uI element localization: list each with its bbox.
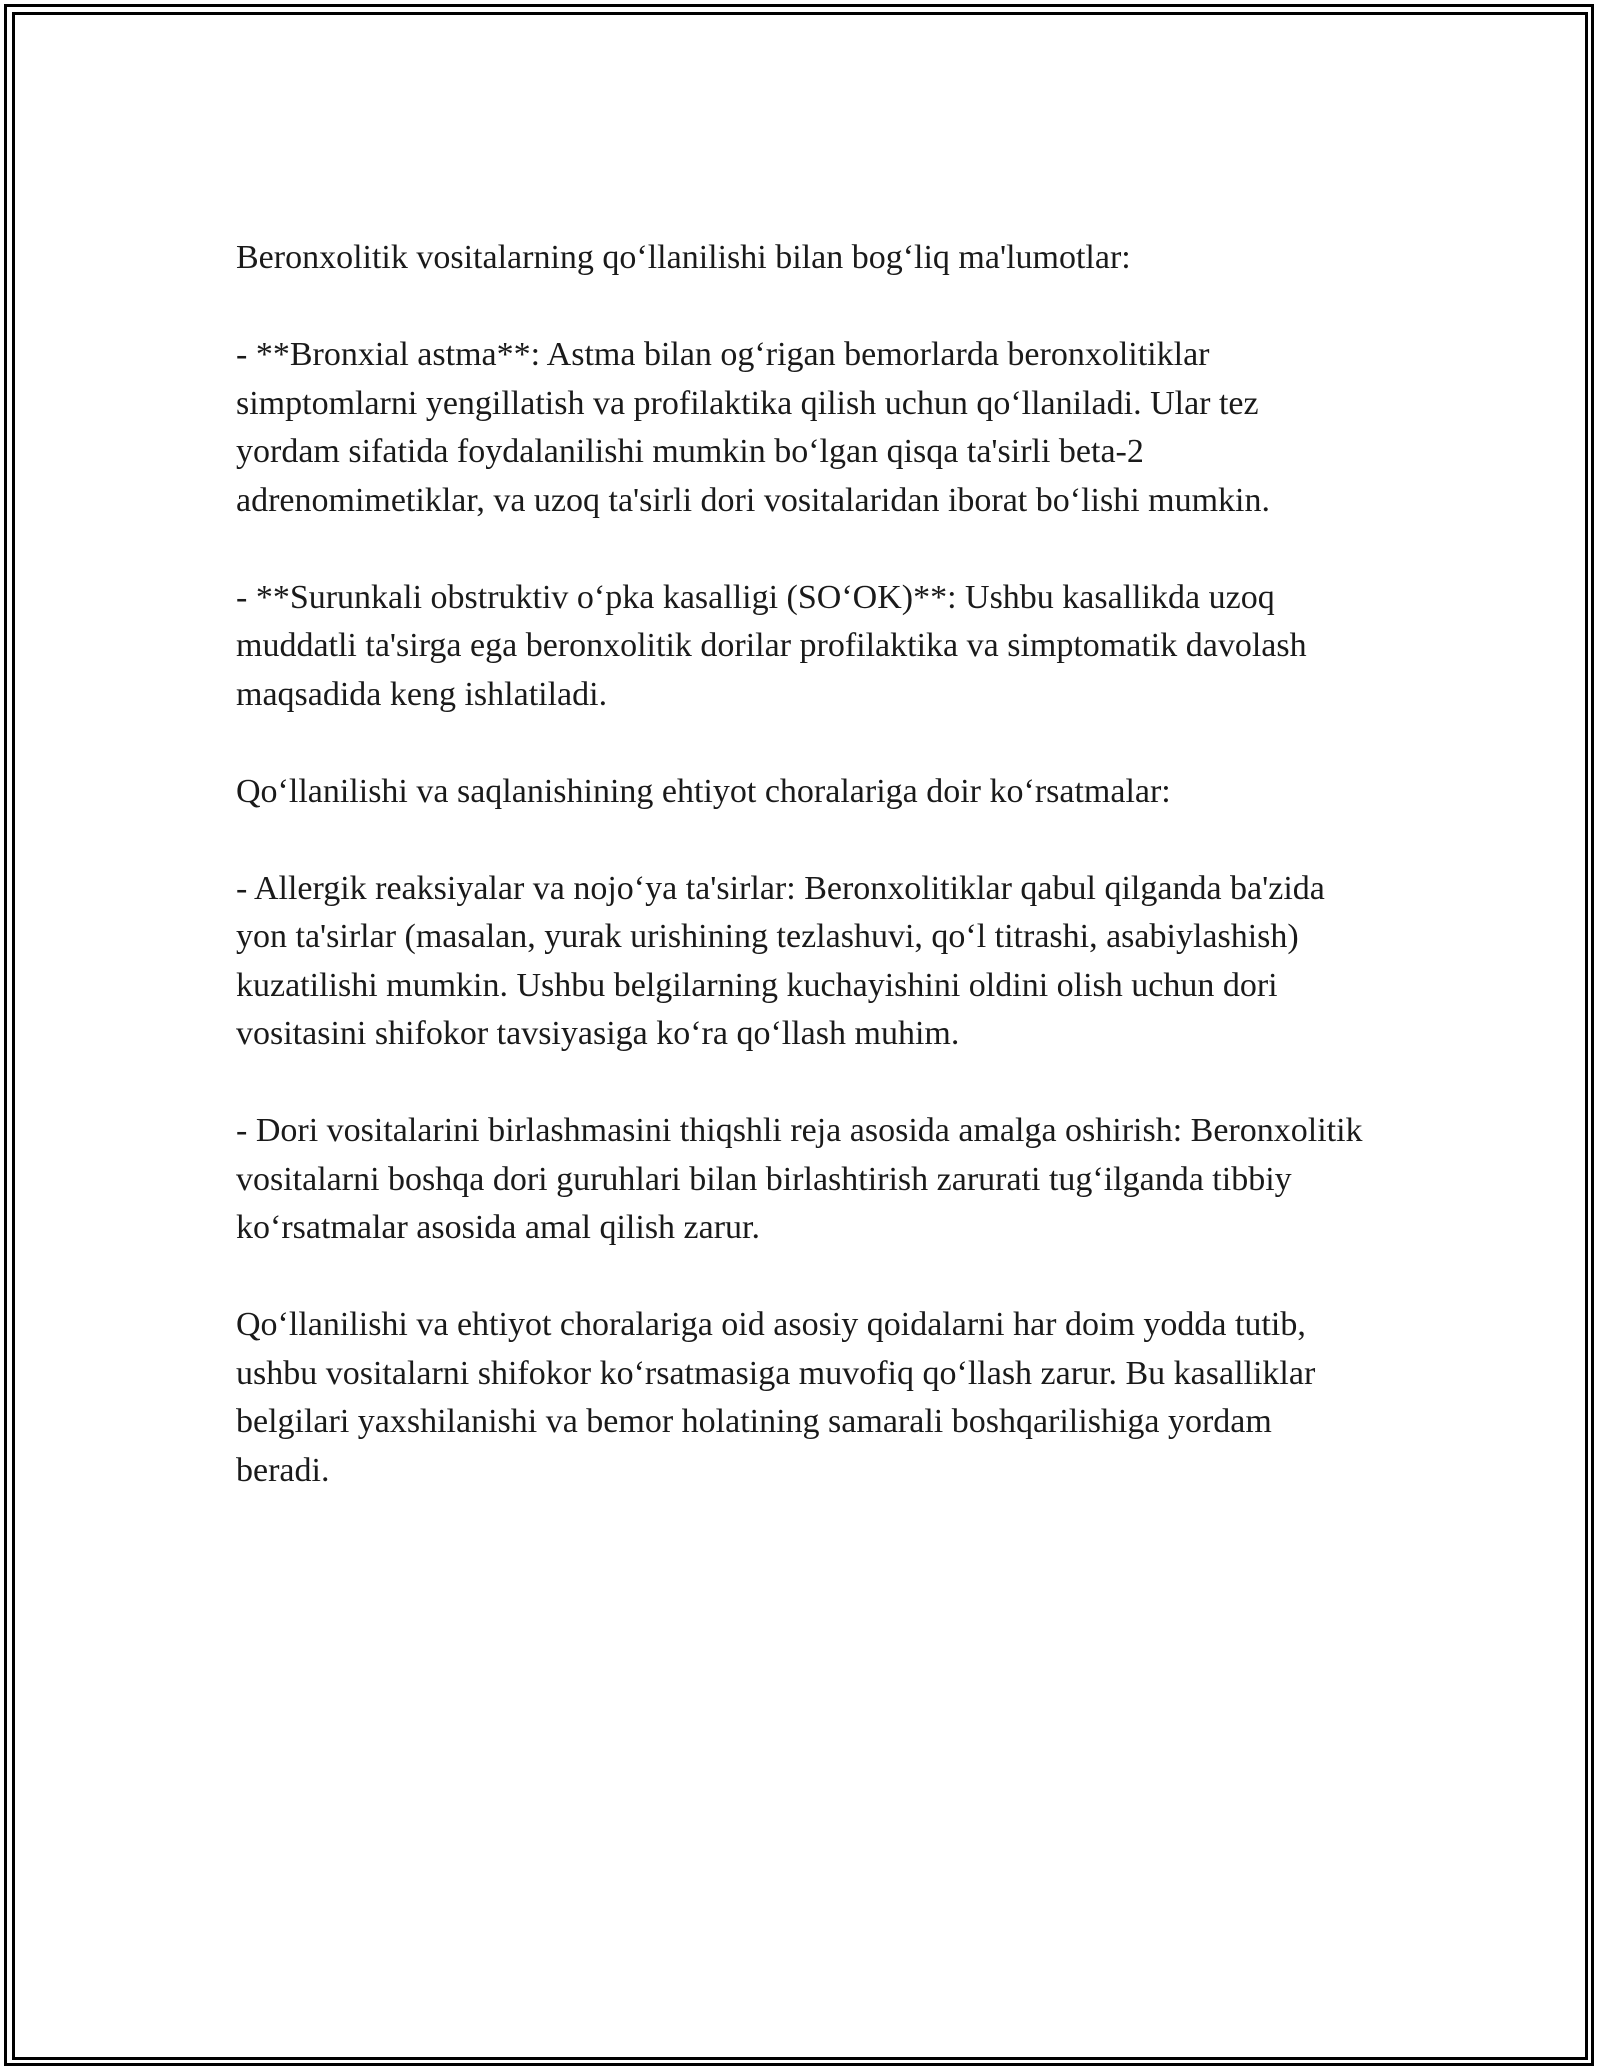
- precautions-heading: Qo‘llanilishi va saqlanishining ehtiyot choralariga doir ko‘rsatmalar:: [236, 772, 1171, 810]
- side-effects-paragraph: - Allergik reaksiyalar va nojo‘ya ta'sirlar: Beronxolitiklar qabul qilganda ba'zida yon ta'sirlar (masalan, yurak urishining tezlashuvi, qo‘l titrashi, asabiylashish) kuzatilishi mumkin. Ushbu belgilarning kuchayishini oldini olish uchun dori vositasini shifokor tavsiyasiga ko‘ra qo‘llash muhim.: [236, 869, 1325, 1052]
- document-body: [236, 234, 1366, 1544]
- intro-heading: Beronxolitik vositalarning qo‘llanilishi bilan bog‘liq ma'lumotlar:: [236, 239, 1131, 276]
- drug-combination-paragraph: - Dori vositalarini birlashmasini thiqshli reja asosida amalga oshirish: Beronxolitik vositalarni boshqa dori guruhlari bilan birlashtirish zarurati tug‘ilganda tibbiy ko‘rsatmalar asosida amal qilish zarur.: [236, 1112, 1363, 1246]
- bronchial-asthma-paragraph: - **Bronxial astma**: Astma bilan og‘rigan bemorlarda beronxolitiklar simptomlarni yengillatish va profilaktika qilish uchun qo‘llaniladi. Ular tez yordam sifatida foydalanilishi mumkin bo‘lgan qisqa ta'sirli beta-2 adrenomimetiklar, va uzoq ta'sirli dori vositalaridan iborat bo‘lishi mumkin.: [236, 336, 1270, 519]
- conclusion-paragraph: Qo‘llanilishi va ehtiyot choralariga oid asosiy qoidalarni har doim yodda tutib, ushbu vositalarni shifokor ko‘rsatmasiga muvofiq qo‘llash zarur. Bu kasalliklar belgilari yaxshilanishi va bemor holatining samarali boshqarilishiga yordam beradi.: [236, 1306, 1316, 1489]
- copd-paragraph: - **Surunkali obstruktiv o‘pka kasalligi (SO‘OK)**: Ushbu kasallikda uzoq muddatli ta'sirga ega beronxolitik dorilar profilaktika va simptomatik davolash maqsadida keng ishlatiladi.: [236, 578, 1307, 713]
